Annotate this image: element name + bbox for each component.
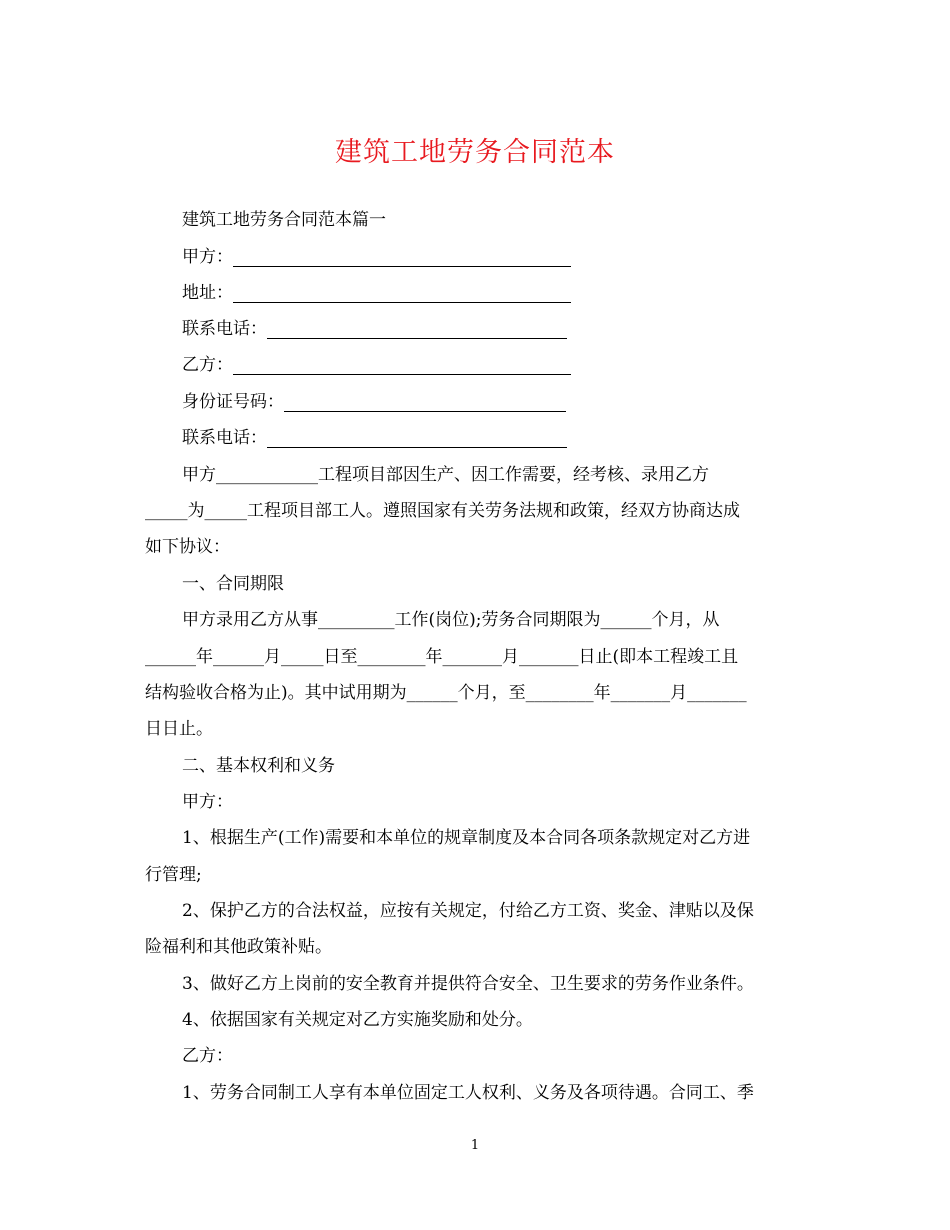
blank-line <box>284 395 566 412</box>
page-number: 1 <box>470 1138 480 1153</box>
field-phone-a <box>182 319 567 339</box>
paragraph-line: 甲方： <box>182 792 233 812</box>
blank-line <box>267 322 567 339</box>
field-address <box>182 283 571 303</box>
field-label: 地址： <box>182 283 233 303</box>
blank-line <box>233 250 571 267</box>
field-label: 甲方： <box>182 247 233 267</box>
field-label: 联系电话： <box>182 428 267 448</box>
section-heading: 二、基本权利和义务 <box>182 756 335 776</box>
field-label: 身份证号码： <box>182 392 284 412</box>
field-label: 乙方： <box>182 355 233 375</box>
paragraph-line: 甲方____________工程项目部因生产、因工作需要，经考核、录用乙方 <box>182 465 709 485</box>
blank-line <box>233 286 571 303</box>
paragraph-line: _____为_____工程项目部工人。遵照国家有关劳务法规和政策，经双方协商达成 <box>145 501 740 521</box>
paragraph-line: 1、劳务合同制工人享有本单位固定工人权利、义务及各项待遇。合同工、季 <box>182 1083 754 1103</box>
paragraph-line: 险福利和其他政策补贴。 <box>145 937 332 957</box>
section-heading: 一、合同期限 <box>182 574 284 594</box>
paragraph-line: 日日止。 <box>145 719 213 739</box>
paragraph-line: 1、根据生产(工作)需要和本单位的规章制度及本合同各项条款规定对乙方进 <box>182 828 751 848</box>
field-label: 联系电话： <box>182 319 267 339</box>
paragraph-line: 2、保护乙方的合法权益，应按有关规定，付给乙方工资、奖金、津贴以及保 <box>182 901 754 921</box>
paragraph-line: 如下协议： <box>145 537 230 557</box>
field-party-a <box>182 247 571 267</box>
blank-line <box>233 358 571 375</box>
field-id-number <box>182 392 566 412</box>
paragraph-line: 4、依据国家有关规定对乙方实施奖励和处分。 <box>182 1010 533 1030</box>
paragraph-line: 甲方录用乙方从事_________工作(岗位);劳务合同期限为______个月，从 <box>182 610 720 630</box>
paragraph-line: 结构验收合格为止)。其中试用期为______个月，至________年_______月_______ <box>145 683 747 703</box>
field-party-b <box>182 355 571 375</box>
blank-line <box>267 431 567 448</box>
document-title: 建筑工地劳务合同范本 <box>335 137 615 168</box>
paragraph-line: 乙方： <box>182 1046 233 1066</box>
paragraph-line: 3、做好乙方上岗前的安全教育并提供符合安全、卫生要求的劳务作业条件。 <box>182 974 754 994</box>
paragraph-line: 行管理; <box>145 865 202 885</box>
paragraph-line: ______年______月_____日至________年_______月_______日止(即本工程竣工且 <box>145 647 739 667</box>
subtitle: 建筑工地劳务合同范本篇一 <box>182 210 386 230</box>
field-phone-b <box>182 428 567 448</box>
